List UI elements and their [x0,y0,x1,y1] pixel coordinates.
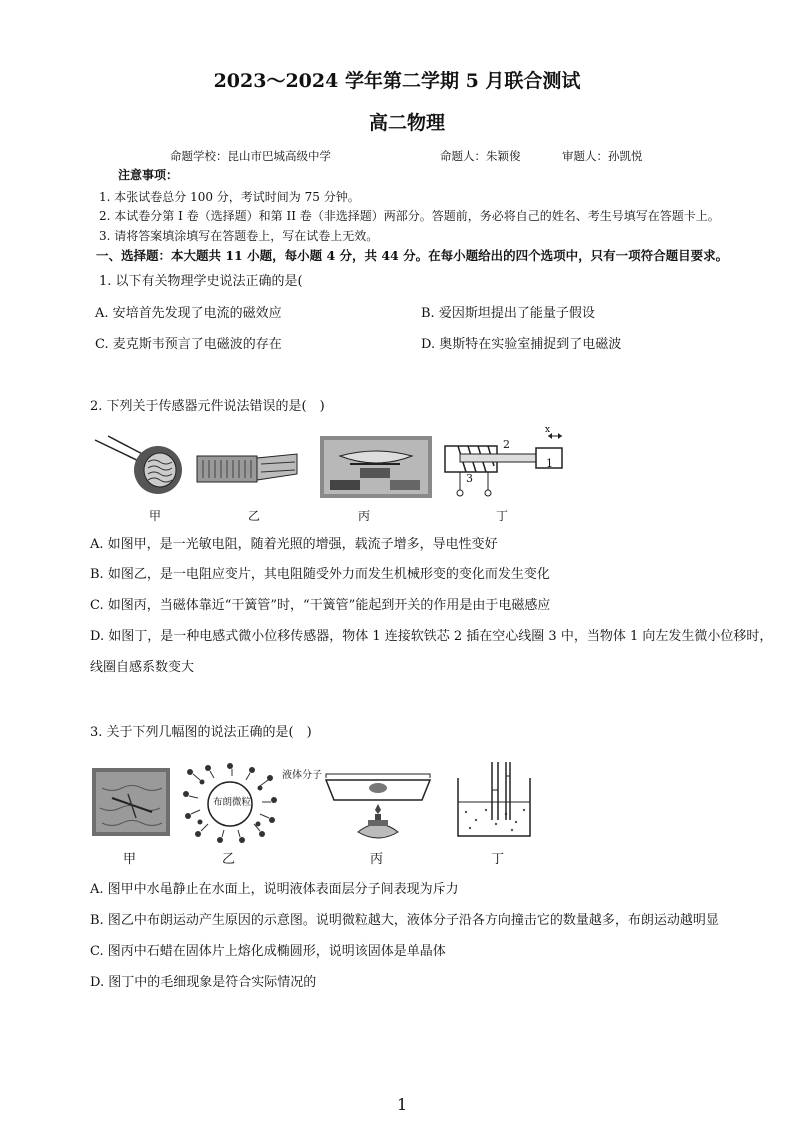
exam-title: 2023～2024 学年第二学期 5 月联合测试 [213,70,581,92]
q3-caption-jia: 甲 [123,852,137,867]
q3-option-c: C. 图丙中石蜡在固体片上熔化成椭圆形，说明该固体是单晶体 [90,944,446,959]
author-line: 命题人：朱颖俊 [440,149,521,163]
q1-option-a: A. 安培首先发现了电流的磁效应 [95,306,282,321]
q2-caption-bing: 丙 [358,509,371,523]
label-two: 2 [503,438,510,451]
q1-option-b: B. 爱因斯坦提出了能量子假设 [421,306,595,321]
note-item: 1. 本张试卷总分 100 分，考试时间为 75 分钟。 [99,190,360,204]
q3-caption-bing: 丙 [370,852,384,867]
particle-label: 布朗微粒 [213,797,252,808]
note-item: 2. 本试卷分第 I 卷（选择题）和第 II 卷（非选择题）两部分。答题前，务必将自己的姓名、考生号填写在答题卡上。 [99,209,720,223]
q2-stem: 2. 下列关于传感器元件说法错误的是( ) [90,399,325,414]
page-number: 1 [397,1095,408,1114]
q2-option-d: D. 如图丁，是一种电感式微小位移传感器，物体 1 连接软铁芯 2 插在空心线圈 3 中，当物体 1 向左发生微小位移时， [90,629,773,644]
q1-stem: 1. 以下有关物理学史说法正确的是( [99,274,303,289]
q3-option-a: A. 图甲中水黾静止在水面上，说明液体表面层分子间表现为斥力 [90,882,459,897]
q3-caption-yi: 乙 [222,852,236,867]
q2-option-d-cont: 线圈自感系数变大 [90,660,195,675]
reed-switch-figure [320,436,432,498]
q2-caption-ding: 丁 [496,509,509,523]
capillary-figure [454,760,534,840]
wax-melting-figure [322,770,434,846]
notes-heading: 注意事项： [118,168,179,182]
label-one: 1 [546,457,553,470]
water-strider-figure [92,768,170,836]
section-heading: 一、选择题：本大题共 11 小题，每小题 4 分，共 44 分。在每小题给出的四个选项中，只有一项符合题目要求。 [96,248,729,263]
q2-option-b: B. 如图乙，是一电阻应变片，其电阻随受外力而发生机械形变的变化而发生变化 [90,567,550,582]
liquid-molecule-label: 液体分子 [282,770,322,781]
q2-option-a: A. 如图甲，是一光敏电阻，随着光照的增强，载流子增多，导电性变好 [90,537,498,552]
q2-option-c: C. 如图丙，当磁体靠近“干簧管”时，“干簧管”能起到开关的作用是由于电磁感应 [90,598,551,613]
q2-caption-jia: 甲 [149,509,162,523]
reviewer-line: 审题人：孙凯悦 [562,149,643,163]
q3-option-d: D. 图丁中的毛细现象是符合实际情况的 [90,975,317,990]
q3-caption-ding: 丁 [491,852,505,867]
photoresistor-figure [90,432,190,502]
q2-caption-yi: 乙 [248,509,261,523]
school-line: 命题学校：昆山市巴城高级中学 [170,149,331,163]
note-item: 3. 请将答案填涂填写在答题卷上，写在试卷上无效。 [99,229,379,243]
label-x: x [545,425,551,435]
q3-option-b: B. 图乙中布朗运动产生原因的示意图。说明微粒越大，液体分子沿各方向撞击它的数量越多，布朗运动越明显 [90,913,719,928]
q1-option-d: D. 奥斯特在实验室捕捉到了电磁波 [421,337,622,352]
exam-subtitle: 高二物理 [369,112,446,134]
strain-gauge-figure [195,448,300,488]
q3-stem: 3. 关于下列几幅图的说法正确的是( ) [90,725,312,740]
q1-option-c: C. 麦克斯韦预言了电磁波的存在 [95,337,282,352]
label-three: 3 [466,472,473,485]
